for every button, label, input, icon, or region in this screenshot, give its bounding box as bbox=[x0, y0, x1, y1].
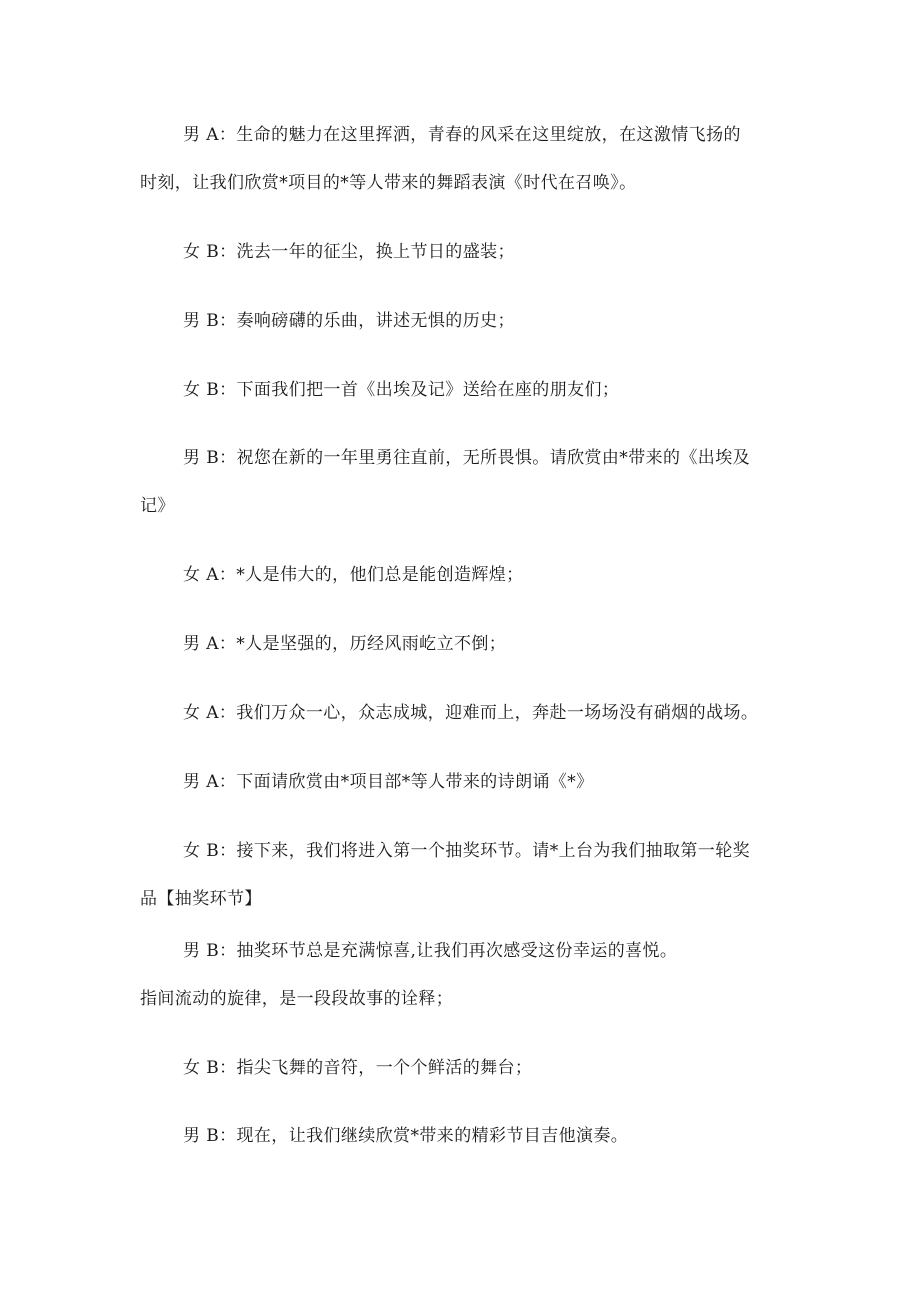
paragraph-line: 男 B：抽奖环节总是充满惊喜,让我们再次感受这份幸运的喜悦。 bbox=[183, 941, 678, 961]
paragraph-line: 指间流动的旋律，是一段段故事的诠释； bbox=[140, 989, 454, 1009]
paragraph-line: 女 B：指尖飞舞的音符，一个个鲜活的舞台； bbox=[183, 1058, 533, 1078]
paragraph-line: 女 A：我们万众一心，众志成城，迎难而上，奔赴一场场没有硝烟的战场。 bbox=[183, 703, 759, 723]
paragraph-line: 男 B：奏响磅礴的乐曲，讲述无惧的历史； bbox=[183, 311, 515, 331]
paragraph-line: 品【抽奖环节】 bbox=[140, 889, 262, 909]
paragraph-line: 男 A：*人是坚强的，历经风雨屹立不倒； bbox=[183, 634, 507, 654]
paragraph-line: 记》 bbox=[140, 496, 175, 516]
paragraph-line: 男 A：生命的魅力在这里挥洒，青春的风采在这里绽放，在这激情飞扬的 bbox=[183, 125, 741, 145]
paragraph-line: 女 A：*人是伟大的，他们总是能创造辉煌； bbox=[183, 565, 524, 585]
paragraph-line: 女 B：接下来，我们将进入第一个抽奖环节。请*上台为我们抽取第一轮奖 bbox=[183, 841, 750, 861]
paragraph-line: 男 B：祝您在新的一年里勇往直前，无所畏惧。请欣赏由*带来的《出埃及 bbox=[183, 448, 750, 468]
paragraph-line: 女 B：洗去一年的征尘，换上节日的盛装； bbox=[183, 242, 515, 262]
paragraph-line: 女 B：下面我们把一首《出埃及记》送给在座的朋友们； bbox=[183, 380, 620, 400]
paragraph-line: 男 B：现在，让我们继续欣赏*带来的精彩节目吉他演奏。 bbox=[183, 1126, 629, 1146]
paragraph-line: 时刻，让我们欣赏*项目的*等人带来的舞蹈表演《时代在召唤》。 bbox=[140, 173, 637, 193]
paragraph-line: 男 A：下面请欣赏由*项目部*等人带来的诗朗诵《*》 bbox=[183, 772, 594, 792]
